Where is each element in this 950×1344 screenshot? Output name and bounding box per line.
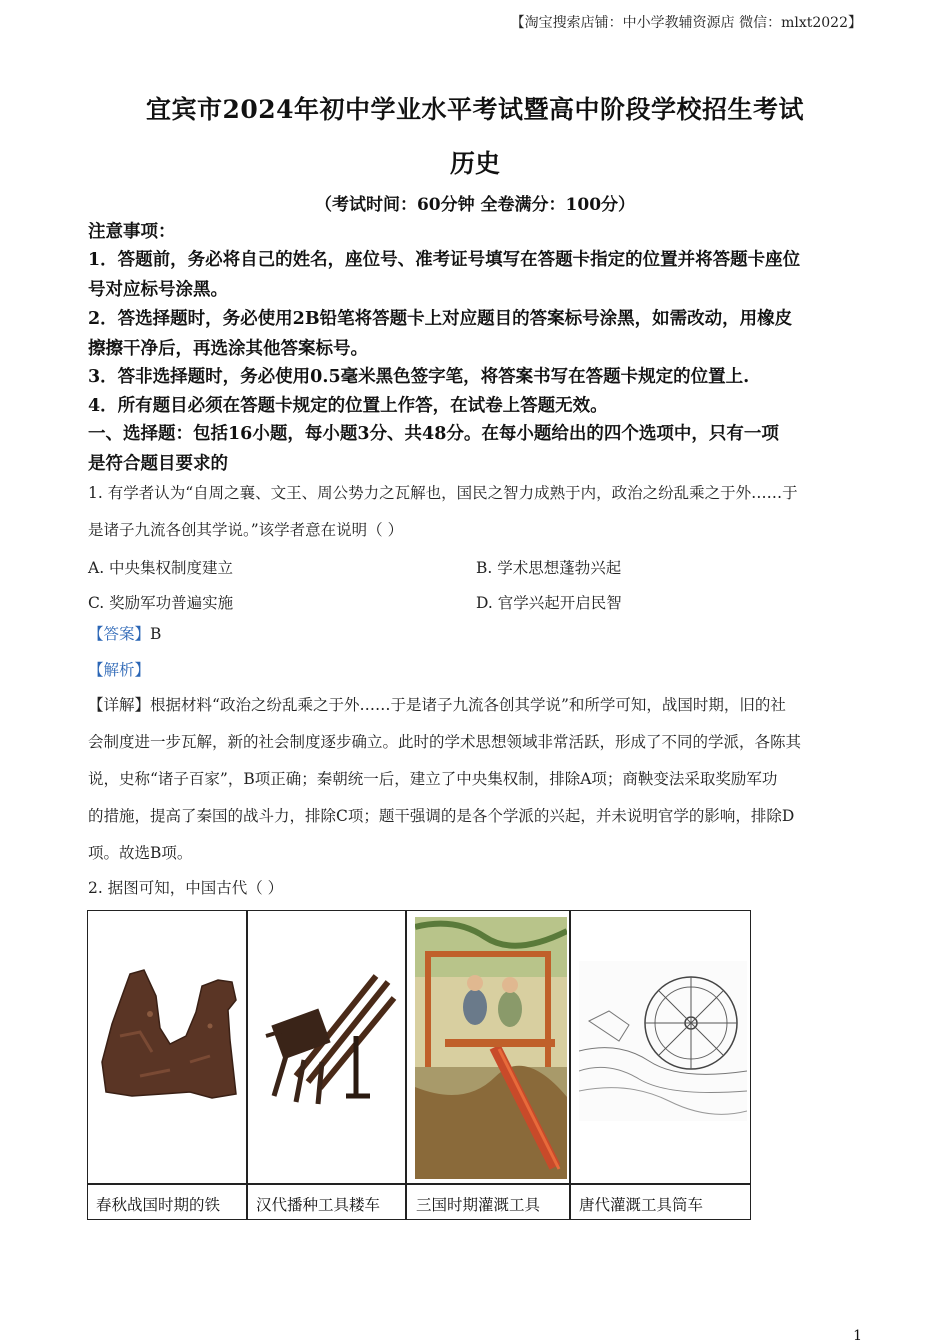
image-caption: 三国时期灌溉工具 <box>416 1196 541 1214</box>
notice-line: 号对应标号涂黑。 <box>88 280 228 300</box>
answer-value: B <box>150 625 162 643</box>
exam-title: 宜宾市2024年初中学业水平考试暨高中阶段学校招生考试 <box>145 95 805 124</box>
detail-line: 项。故选B项。 <box>88 844 193 862</box>
detail-tag: 【详解】 <box>88 696 151 714</box>
section-heading: 一、选择题：包括16小题，每小题3分、共48分。在每小题给出的四个选项中，只有一项 <box>88 424 779 444</box>
section-heading: 是符合题目要求的 <box>88 454 228 474</box>
detail-line: 的措施，提高了秦国的战斗力，排除C项；题干强调的是各个学派的兴起，并未说明官学的影响，排除D <box>88 807 795 825</box>
image-caption: 春秋战国时期的铁 <box>96 1196 221 1214</box>
q2-image-table <box>87 910 751 1220</box>
notice-line: 2．答选择题时，务必使用2B铅笔将答题卡上对应题目的答案标号涂黑，如需改动，用橡皮 <box>88 309 793 329</box>
table-divider <box>405 911 407 1219</box>
table-divider <box>88 1183 750 1185</box>
image-caption: 唐代灌溉工具筒车 <box>579 1196 704 1214</box>
notice-line: 1．答题前，务必将自己的姓名，座位号、准考证号填写在答题卡指定的位置并将答题卡座位 <box>88 250 801 270</box>
subject-title: 历史 <box>449 149 500 178</box>
table-divider <box>569 911 571 1219</box>
q1-option-d: D. 官学兴起开启民智 <box>476 594 622 612</box>
water-wheel-image <box>579 961 747 1121</box>
notice-line: 擦擦干净后，再选涂其他答案标号。 <box>88 339 368 359</box>
table-divider <box>246 911 248 1219</box>
answer-tag: 【答案】 <box>88 625 151 643</box>
q1-stem: 1. 有学者认为“自周之襄、文王、周公势力之瓦解也，国民之智力成熟于内，政治之纷乱乘之于外……于 <box>88 484 798 502</box>
q1-option-a: A. 中央集权制度建立 <box>88 559 234 577</box>
notice-heading: 注意事项： <box>88 222 176 242</box>
notice-line: 3．答非选择题时，务必使用0.5毫米黑色签字笔，将答案书写在答题卡规定的位置上. <box>88 367 750 387</box>
exam-info: （考试时间：60分钟 全卷满分：100分） <box>314 195 636 215</box>
iron-hoe-image <box>100 966 240 1106</box>
q1-option-c: C. 奖励军功普遍实施 <box>88 594 234 612</box>
seed-drill-image <box>256 956 401 1116</box>
analysis-tag: 【解析】 <box>88 661 151 679</box>
q1-stem: 是诸子九流各创其学说。”该学者意在说明（ ） <box>88 521 404 539</box>
detail-line: 会制度进一步瓦解，新的社会制度逐步确立。此时的学术思想领域非常活跃，形成了不同的学派，各陈其 <box>88 733 802 751</box>
detail-line: 根据材料“政治之纷乱乘之于外……于是诸子九流各创其学说”和所学可知，战国时期，旧的社 <box>150 696 786 714</box>
q1-detail <box>88 696 868 715</box>
page-number: 1 <box>853 1328 862 1344</box>
header-note: 【淘宝搜索店铺：中小学教辅资源店 微信：mlxt2022】 <box>510 15 862 31</box>
detail-line: 说，史称“诸子百家”，B项正确；秦朝统一后，建立了中央集权制，排除A项；商鞅变法采取奖励军功 <box>88 770 778 788</box>
q1-answer <box>88 625 868 644</box>
q2-stem: 2. 据图可知，中国古代（ ） <box>88 879 284 897</box>
irrigation-tool-image <box>415 917 567 1179</box>
q1-option-b: B. 学术思想蓬勃兴起 <box>476 559 622 577</box>
notice-line: 4．所有题目必须在答题卡规定的位置上作答，在试卷上答题无效。 <box>88 396 608 416</box>
image-caption: 汉代播种工具耧车 <box>256 1196 381 1214</box>
